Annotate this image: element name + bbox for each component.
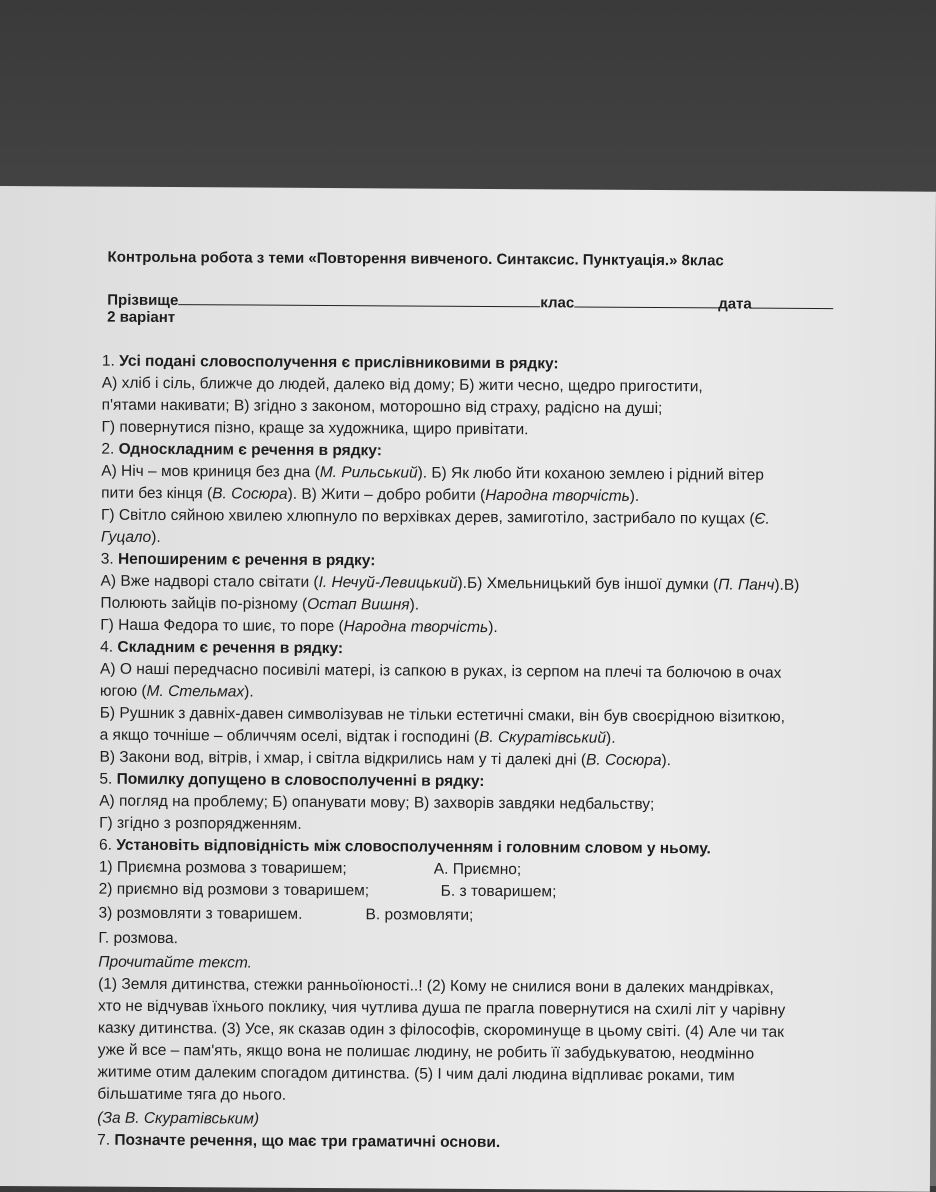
question-3-line: А) Вже надворі стало світати (І. Нечуй-Левицький).Б) Хмельницький був іншої думки (П. Панч).В) bbox=[100, 572, 800, 594]
question-6-row: 1) Приємна розмова з товаришем; А. Приємно; bbox=[98, 858, 522, 879]
text-heading: Прочитайте текст. bbox=[98, 953, 253, 972]
surname-line bbox=[178, 289, 540, 307]
question-6-prompt: Установіть відповідність між словосполученням і головним словом у ньому. bbox=[116, 836, 711, 858]
question-6: 6. Установіть відповідність між словосполученням і головним словом у ньому. bbox=[98, 836, 711, 858]
question-3-prompt: Непоширеним є речення в рядку: bbox=[117, 550, 376, 570]
surname-label: Прізвище bbox=[107, 291, 179, 310]
text-line: уже й все – пам'ять, якщо вона не полишає людину, не робить її забудькуватою, неодмінно bbox=[97, 1041, 755, 1063]
student-fields bbox=[107, 289, 867, 314]
question-4-line: А) О наші передчасно посивілі матері, із сапкою в руках, із серпом на плечі та болючою в очах bbox=[99, 660, 782, 682]
question-6-row: 3) розмовляти з товаришем. В. розмовляти; bbox=[98, 904, 474, 924]
question-3-line: Полюють зайців по-різному (Остап Вишня). bbox=[100, 594, 420, 614]
question-2-line: Г) Світло сяйною хвилею хлюпнуло по верхівках дерев, замиготіло, застрибало по кущах (Є. bbox=[100, 506, 770, 528]
question-7: 7. Позначте речення, що має три граматичні основи. bbox=[97, 1131, 501, 1152]
variant-label: 2 варіант bbox=[107, 308, 176, 327]
text-line: більшатиме тяга до нього. bbox=[97, 1085, 287, 1104]
worksheet-title: Контрольна робота з теми «Повторення вивченого. Синтаксис. Пунктуація.» 8клас bbox=[107, 248, 724, 270]
text-line: хто не відчував їхнього поклику, чия чутлива душа пе прагла повернутися на схилі літ у чарівну bbox=[97, 997, 786, 1019]
question-2: 2. Односкладним є речення в рядку: bbox=[101, 440, 382, 460]
date-label: дата bbox=[718, 295, 752, 313]
question-1: 1. Усі подані словосполучення є прислівниковими в рядку: bbox=[101, 352, 559, 373]
question-2-line: Гуцало). bbox=[100, 528, 161, 546]
date-line bbox=[752, 293, 834, 310]
question-5: 5. Помилку допущено в словосполученні в рядку: bbox=[99, 770, 485, 790]
question-5-prompt: Помилку допущено в словосполученні в рядку: bbox=[116, 770, 485, 790]
questions bbox=[97, 351, 902, 1157]
question-3: 3. Непоширеним є речення в рядку: bbox=[100, 550, 376, 570]
question-5-line: А) погляд на проблему; Б) опанувати мову; В) захворів завдяки недбальству; bbox=[99, 792, 655, 814]
question-5-line: Г) згідно з розпорядженням. bbox=[99, 814, 302, 833]
question-6-row: Г. розмова. bbox=[98, 929, 179, 948]
text-line: житиме отим далеким спогадом дитинства. (5) І чим далі людина відпливає роками, тим bbox=[97, 1063, 735, 1085]
worksheet-page bbox=[0, 186, 936, 1192]
text-line: казку дитинства. (3) Усе, як сказав один з філософів, скороминуще в цьому світі. (4) Але чи так bbox=[97, 1019, 784, 1041]
question-4-line: югою (М. Стельмах). bbox=[99, 682, 254, 701]
question-4-line: В) Закони вод, вітрів, і хмар, і світла відкрились нам у ті далекі дні (В. Сосюра). bbox=[99, 748, 671, 770]
question-2-line: пити без кінця (В. Сосюра). В) Жити – добро робити (Народна творчість). bbox=[101, 484, 640, 505]
question-1-line: А) хліб і сіль, ближче до людей, далеко від дому; Б) жити чесно, щедро пригостити, bbox=[101, 374, 703, 396]
question-6-row: 2) приємно від розмови з товаришем; Б. з товаришем; bbox=[98, 880, 557, 901]
question-4-line: Б) Рушник з давніх-давен символізував не тільки естетичні смаки, він був своєрідною візиткою, bbox=[99, 704, 786, 726]
question-1-line: п'ятами накивати; В) згідно з законом, моторошно від страху, радісно на душі; bbox=[101, 396, 663, 418]
class-label: клас bbox=[540, 294, 575, 312]
question-4: 4. Складним є речення в рядку: bbox=[100, 638, 344, 658]
class-line bbox=[574, 292, 718, 309]
text-line: (1) Земля дитинства, стежки ранньоїюності..! (2) Кому не снилися вони в далеких мандрівках, bbox=[98, 975, 774, 997]
question-7-prompt: Позначте речення, що має три граматичні основи. bbox=[114, 1131, 501, 1152]
text-source: (За В. Скуратівським) bbox=[97, 1109, 260, 1128]
question-1-prompt: Усі подані словосполучення є прислівниковими в рядку: bbox=[119, 352, 559, 373]
question-4-prompt: Складним є речення в рядку: bbox=[117, 638, 344, 658]
question-3-line: Г) Наша Федора то шиє, то поре (Народна творчість). bbox=[100, 616, 498, 637]
question-2-line: А) Ніч – мов криниця без дна (М. Рильський). Б) Як любо йти коханою землею і рідний вітер bbox=[101, 462, 764, 484]
question-4-line: а якщо точніше – обличчям оселі, відтак і господині (В. Скуратівський). bbox=[99, 726, 616, 747]
question-2-prompt: Односкладним є речення в рядку: bbox=[118, 440, 382, 460]
question-1-line: Г) повернутися пізно, краще за художника, щиро привітати. bbox=[101, 418, 529, 439]
